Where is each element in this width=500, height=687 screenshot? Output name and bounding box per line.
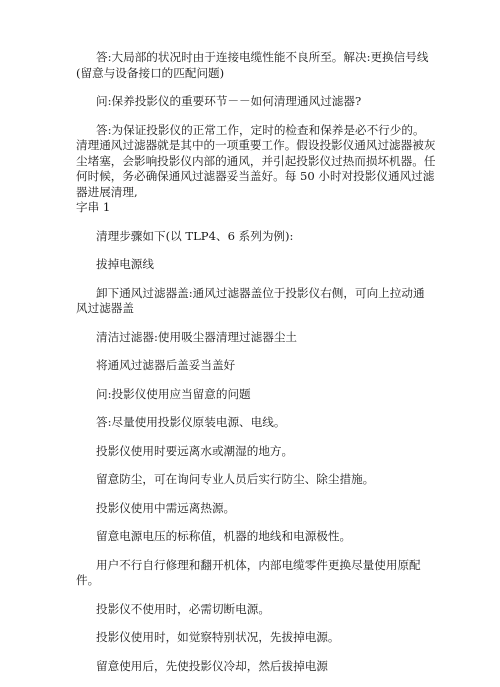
paragraph-answer-filter: 答:为保证投影仪的正常工作，定时的检查和保养是必不行少的。清理通风过滤器就是其中的一项重要工作。假设投影仪通风过滤器被灰尘堵塞，会影响投影仪内部的通风，并引起投影仪过热而损坏机器。任何时候，务必确保通风过滤器妥当盖好。每 50 小时对投影仪通风过滤器进展清理, bbox=[76, 122, 436, 199]
paragraph-question-filter: 问:保养投影仪的重要环节－－如何清理通风过滤器? bbox=[96, 94, 362, 108]
paragraph-answer-power: 答:尽量使用投影仪原装电源、电线。 bbox=[96, 415, 286, 429]
paragraph-tip-cut-power: 投影仪不使用时，必需切断电源。 bbox=[96, 601, 270, 616]
paragraph-string-marker: 字串 1 bbox=[76, 200, 111, 214]
paragraph-tip-cool-down: 留意使用后，先使投影仪冷却，然后拔掉电源 bbox=[96, 658, 328, 673]
paragraph-step-clean: 清洁过滤器:使用吸尘器清理过滤器尘土 bbox=[96, 329, 298, 344]
paragraph-tip-repair: 用户不行自行修理和翻开机体，内部电缆零件更换尽量使用原配件。 bbox=[76, 557, 421, 587]
paragraph-tip-water: 投影仪使用时要远离水或潮湿的地方。 bbox=[96, 443, 294, 458]
paragraph-question-usage: 问:投影仪使用应当留意的问题 bbox=[96, 386, 251, 401]
paragraph-step-unplug: 拔掉电源线 bbox=[96, 257, 154, 271]
paragraph-tip-dust: 留意防尘，可在询问专业人员后实行防尘、除尘措施。 bbox=[96, 472, 375, 486]
paragraph-step-replace-cover: 将通风过滤器后盖妥当盖好 bbox=[96, 358, 236, 372]
document-body bbox=[76, 50, 436, 687]
paragraph-steps-intro: 清理步骤如下(以 TLP4、6 系列为例): bbox=[96, 228, 294, 243]
paragraph-answer-cable: 答:大局部的状况时由于连接电缆性能不良所至。解决:更换信号线(留意与设备接口的匹配问题) bbox=[76, 50, 429, 80]
paragraph-tip-heat: 投影仪使用中需远离热源。 bbox=[96, 500, 236, 515]
paragraph-tip-voltage: 留意电源电压的标称值，机器的地线和电源极性。 bbox=[96, 529, 352, 543]
paragraph-tip-abnormal: 投影仪使用时，如觉察特别状况，先拔掉电源。 bbox=[96, 630, 340, 644]
paragraph-step-remove-cover: 卸下通风过滤器盖:通风过滤器盖位于投影仪右侧，可向上拉动通风过滤器盖 bbox=[76, 285, 425, 315]
